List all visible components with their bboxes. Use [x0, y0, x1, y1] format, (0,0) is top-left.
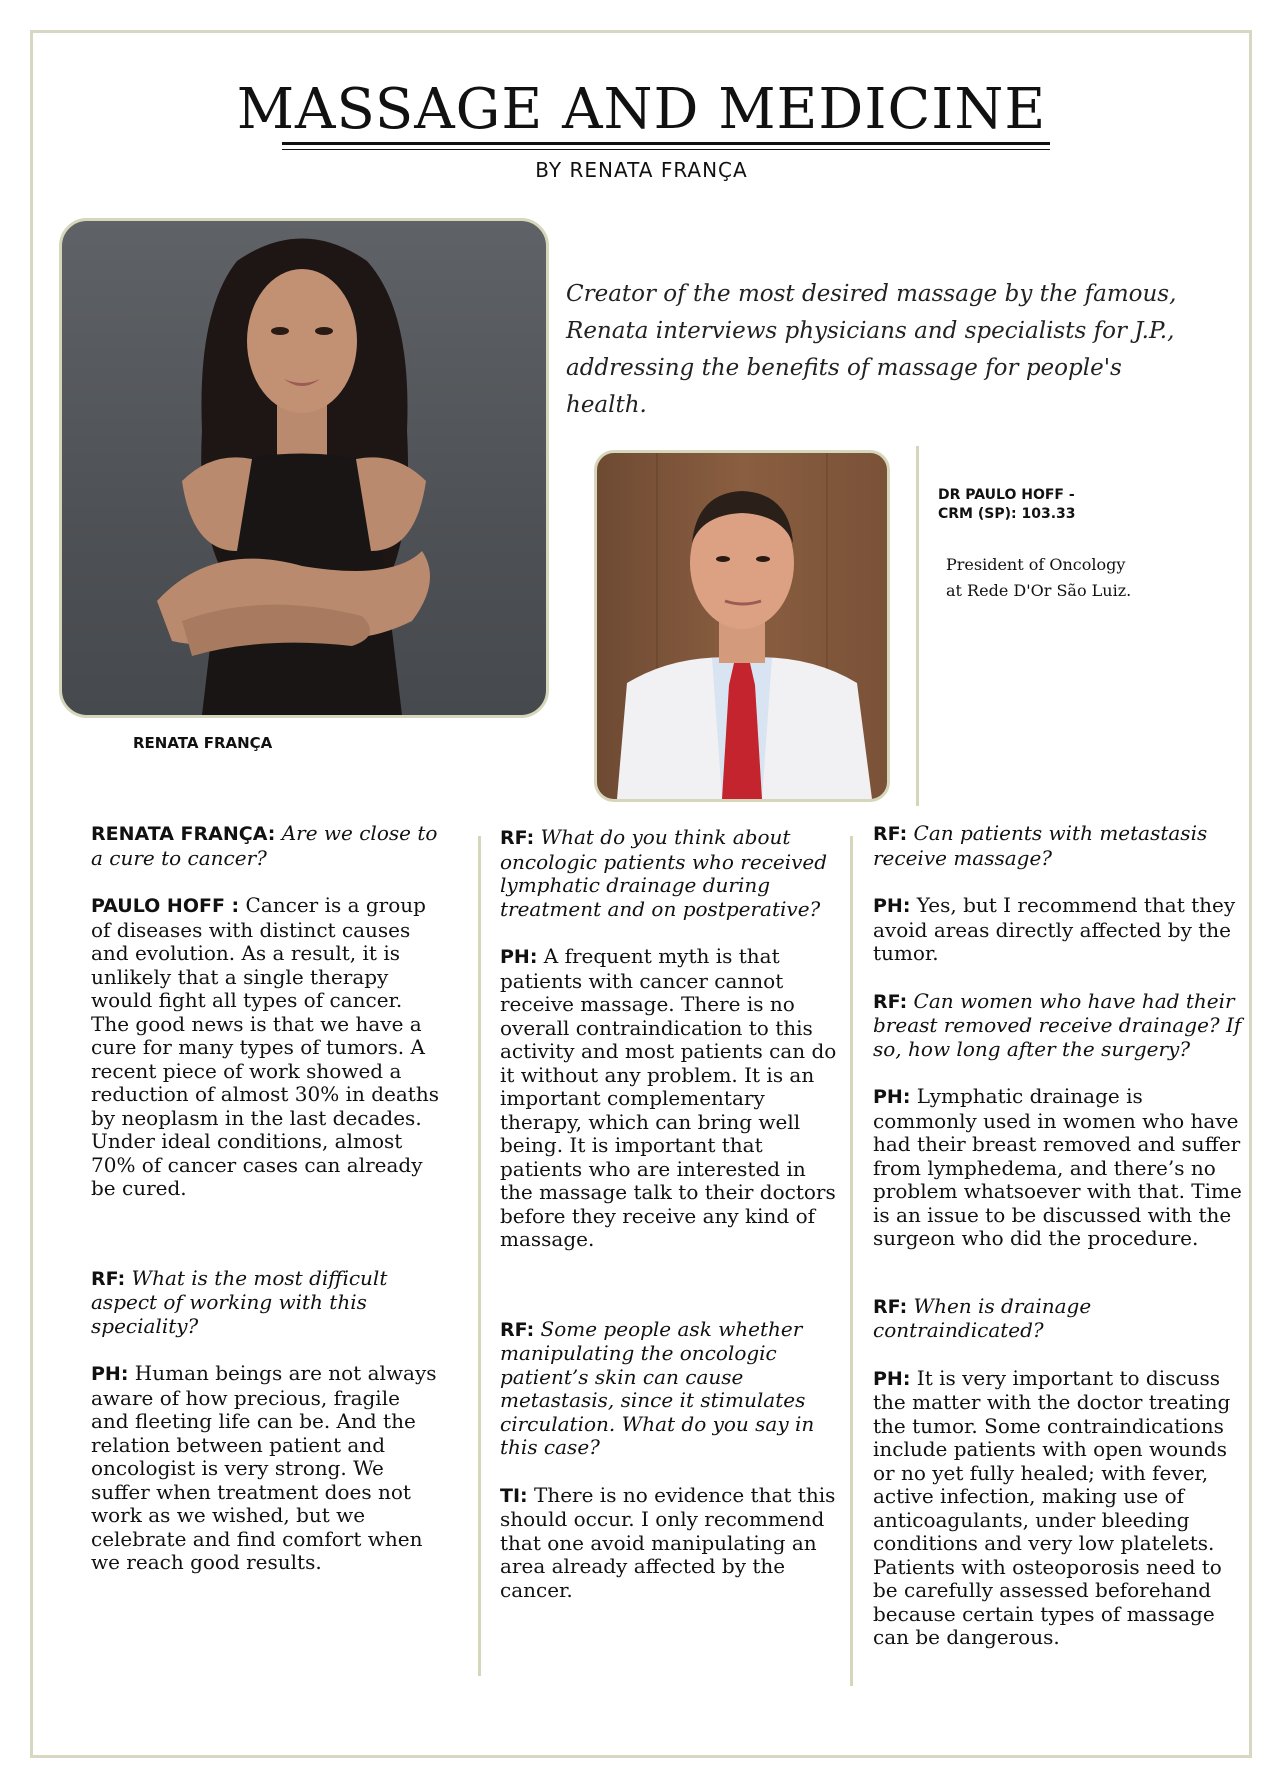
speaker-label: PH: [500, 946, 538, 968]
doctor-info-divider [916, 446, 919, 806]
doctor-portrait-illustration [597, 453, 887, 799]
answer-text: Human beings are not always aware of how precious, fragile and fleeting life can be. And the relation between patient and oncologist is very strong. We suffer when treatment does not work as we wished, but we celebrate and find comfort when we reach good results. [91, 1361, 437, 1574]
answer-text: Lymphatic drainage is commonly used in women who have had their breast removed and suffer from lymphedema, and there’s no problem whatsoever with that. Time is an issue to be discussed with the surgeon who did the procedure. [873, 1084, 1242, 1250]
question-text: What do you think about oncologic patients who received lymphatic drainage during treatment and on postperative? [500, 825, 828, 921]
speaker-label: PAULO HOFF : [91, 895, 240, 917]
speaker-label: PH: [91, 1363, 129, 1385]
speaker-label: RF: [873, 1295, 908, 1318]
intro-text: Creator of the most desired massage by the famous, Renata interviews physicians and specialists for J.P., addressing the benefits of massage for people's health. [566, 281, 1177, 418]
interview-column-1 [91, 822, 443, 1599]
answer-text: Cancer is a group of diseases with distinct causes and evolution. As a result, it is unlikely that a single therapy would fight all types of cancer. The good news is that we have a cure for many types of tumors. A recent piece of work showed a reduction of almost 30% in deaths by neoplasm in the last decades. Under ideal conditions, almost 70% of cancer cases can already be cured. [91, 893, 439, 1200]
interview-answer [873, 1367, 1243, 1650]
interview-question [873, 990, 1243, 1062]
doctor-name: DR PAULO HOFF - CRM (SP): 103.33 [938, 487, 1076, 522]
speaker-label: RENATA FRANÇA: [91, 823, 276, 845]
interview-question [91, 822, 443, 870]
interview-question [873, 1295, 1243, 1343]
answer-text: There is no evidence that this should occur. I only recommend that one avoid manipulating an area already affected by the cancer. [500, 1482, 836, 1602]
renata-photo-caption: RENATA FRANÇA [133, 734, 273, 752]
interview-answer [873, 1085, 1243, 1251]
question-text: Some people ask whether manipulating the oncologic patient’s skin can cause metastasis, since it stimulates circulation. What do you say in this case? [500, 1316, 815, 1459]
question-text: What is the most difficult aspect of working with this speciality? [91, 1265, 388, 1338]
renata-portrait-illustration [62, 221, 546, 715]
question-text: When is drainage contraindicated? [873, 1293, 1092, 1342]
speaker-label: RF: [500, 827, 535, 849]
interview-answer [91, 1362, 443, 1575]
title-underline-thin [282, 149, 1050, 150]
answer-text: It is very important to discuss the matter with the doctor treating the tumor. Some contraindications include patients with open wounds or no yet fully healed; with fever, active infection, making use of anticoagulants, under bleeding conditions and very low platelets. Patients with osteoporosis need to be carefully assessed beforehand because certain types of massage can be dangerous. [873, 1365, 1231, 1649]
interview-answer [500, 1484, 838, 1603]
article-title: MASSAGE AND MEDICINE [236, 77, 1047, 142]
interview-answer [500, 945, 838, 1252]
question-text: Are we close to a cure to cancer? [91, 821, 438, 870]
speaker-label: PH: [873, 1086, 911, 1108]
interview-column-3 [873, 822, 1243, 1674]
question-text: Can patients with metastasis receive massage? [873, 821, 1208, 870]
speaker-label: RF: [91, 1267, 126, 1290]
speaker-label: RF: [873, 823, 908, 845]
question-text: Can women who have had their breast removed receive drainage? If so, how long after the surgery? [873, 988, 1242, 1061]
speaker-label: TI: [500, 1484, 528, 1507]
interview-question [500, 1318, 838, 1460]
answer-text: A frequent myth is that patients with cancer cannot receive massage. There is no overall contraindication to this activity and most patients can do it without any problem. It is an important complementary therapy, which can bring well being. It is important that patients who are interested in the massage talk to their doctors before they receive any kind of massage. [500, 944, 837, 1251]
interview-question [873, 822, 1243, 870]
interview-answer [91, 894, 443, 1201]
speaker-label: RF: [873, 990, 908, 1013]
speaker-label: PH: [873, 895, 911, 917]
interview-question [500, 826, 838, 921]
interview-answer [873, 894, 1243, 966]
column-divider [478, 836, 481, 1676]
speaker-label: RF: [500, 1318, 535, 1341]
interview-question [91, 1267, 443, 1339]
answer-text: Yes, but I recommend that they avoid areas directly affected by the tumor. [873, 893, 1236, 965]
title-underline [282, 142, 1050, 145]
doctor-photo [594, 450, 890, 802]
column-divider [850, 836, 853, 1686]
renata-photo [59, 218, 549, 718]
interview-column-2 [500, 826, 838, 1626]
speaker-label: PH: [873, 1367, 911, 1390]
doctor-role: President of Oncology at Rede D'Or São Luiz. [946, 555, 1132, 600]
byline: BY RENATA FRANÇA [535, 158, 748, 182]
